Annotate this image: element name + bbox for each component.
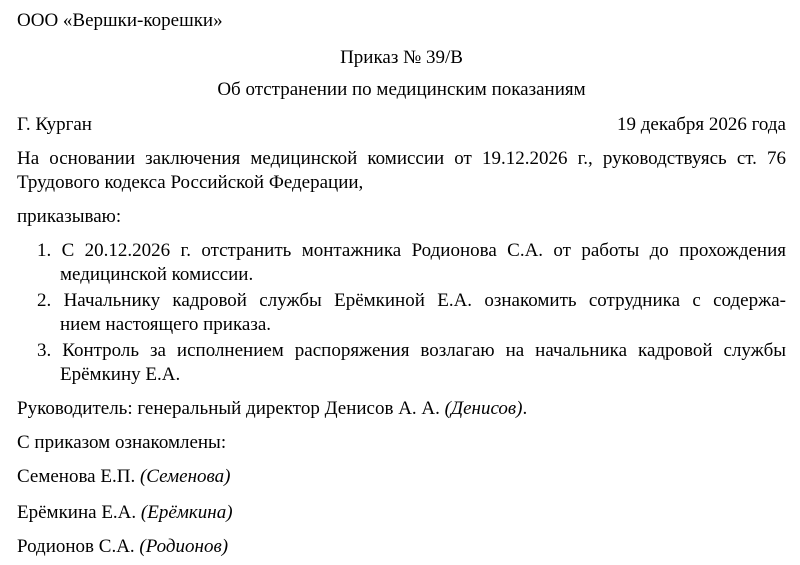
list-item-line-1: 2. Начальнику кадровой службы Ерёмкиной Е.А. ознакомить сотрудника с содержа- (37, 290, 786, 311)
acquainted-heading: С приказом ознакомлены: (17, 432, 227, 453)
person-sign: (Родионов) (139, 536, 229, 557)
list-item (37, 339, 786, 387)
list-item (37, 289, 786, 337)
director-sign: (Денисов) (444, 398, 523, 419)
order-title: Приказ № 39/В (340, 47, 463, 68)
list-item-line-1: 1. С 20.12.2026 г. отстранить монтажника Родионова С.А. от работы до прохождения (37, 240, 786, 261)
acquainted-person (17, 501, 233, 525)
list-item-line-2: медицинской комиссии. (60, 264, 254, 285)
director-signature-text: Руководитель: генеральный директор Денисов А. А. (17, 398, 440, 419)
signature-period: . (522, 398, 528, 419)
order-word: приказываю: (17, 206, 122, 227)
acquainted-person (17, 465, 230, 489)
company-name: ООО «Вершки-корешки» (17, 10, 223, 31)
list-item (37, 239, 786, 287)
list-item-line-2: Ерёмкину Е.А. (60, 364, 181, 385)
city: Г. Курган (17, 114, 92, 135)
director-signature (17, 397, 527, 421)
list-item-line-2: нием настоящего приказа. (60, 314, 272, 335)
person-name: Семенова Е.П. (17, 466, 136, 487)
preamble-line-1: На основании заключения медицинской комиссии от 19.12.2026 г., руководствуясь ст. 76 (17, 148, 786, 169)
preamble-line-2: Трудового кодекса Российской Федерации, (17, 172, 364, 193)
list-item-line-1: 3. Контроль за исполнением распоряжения возлагаю на начальника кадровой службы (37, 340, 786, 361)
order-subject: Об отстранении по медицинским показаниям (217, 79, 586, 100)
person-name: Ерёмкина Е.А. (17, 502, 137, 523)
order-date: 19 декабря 2026 года (616, 114, 786, 135)
acquainted-person (17, 535, 228, 559)
person-sign: (Ерёмкина) (140, 502, 233, 523)
person-name: Родионов С.А. (17, 536, 135, 557)
person-sign: (Семенова) (139, 466, 231, 487)
